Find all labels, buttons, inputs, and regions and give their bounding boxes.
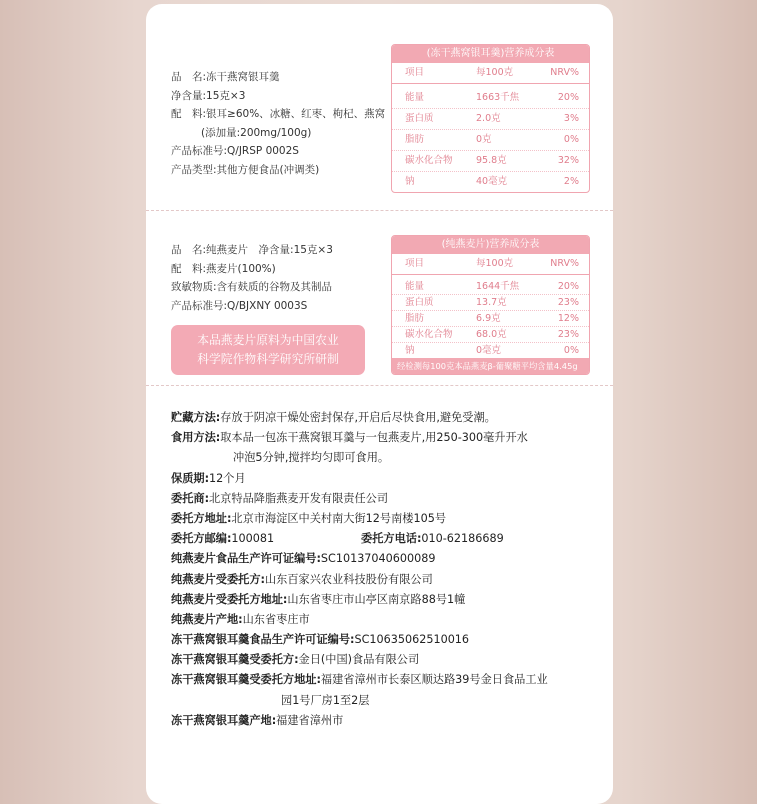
usage-method-cont: 冲泡5分钟,搅拌均匀即可食用。 [233, 451, 390, 465]
nutrient-nrv: 32% [557, 155, 579, 166]
detail-label: 委托方电话: [361, 532, 422, 546]
nutrition-row [392, 130, 589, 151]
detail-value: 山东省枣庄市 [242, 612, 310, 626]
detail-value: SC10137040600089 [320, 552, 436, 566]
nutrient-name: 蛋白质 [405, 113, 434, 124]
col-nrv: NRV% [550, 258, 579, 269]
nutrient-nrv: 0% [563, 345, 579, 356]
product1-name: 品 名:冻干燕窝银耳羹 [171, 71, 280, 83]
nutrient-name: 能量 [405, 281, 425, 292]
nutrition-row [392, 279, 589, 295]
product2-name-netcontent: 品 名:纯燕麦片 净含量:15克×3 [171, 244, 333, 256]
detail-value: 010-62186689 [421, 532, 504, 546]
nutrition-row [392, 295, 589, 311]
nutrition-header-row [392, 254, 589, 275]
detail-value: 福建省漳州市 [276, 713, 344, 727]
detail-value: 取本品一包冻干燕窝银耳羹与一包燕麦片,用250-300毫升开水 [220, 431, 528, 445]
product1-info [171, 68, 385, 180]
nutrient-name: 蛋白质 [405, 297, 434, 308]
details-section [171, 408, 548, 731]
nutrition-table-title: (纯燕麦片)营养成分表 [392, 236, 589, 254]
product1-net-content: 净含量:15克×3 [171, 89, 246, 102]
nutrition-row [392, 88, 589, 109]
detail-value: 山东省枣庄市山亭区南京路88号1幢 [287, 592, 466, 606]
col-item: 项目 [405, 258, 425, 269]
client-address [171, 509, 548, 529]
nutrition-row [392, 327, 589, 343]
nutrition-row [392, 172, 589, 192]
product1-additive-amount: (添加量:200mg/100g) [201, 126, 312, 139]
nutrient-amount: 1663千焦 [476, 92, 520, 103]
detail-label: 贮藏方法: [171, 411, 221, 424]
product2-nutrition-table [391, 235, 590, 375]
product2-ingredients: 配 料:燕麦片(100%) [171, 262, 276, 275]
nutrient-name: 能量 [405, 92, 425, 103]
product1-type: 产品类型:其他方便食品(冲调类) [171, 163, 320, 176]
oat-origin-banner [171, 325, 365, 375]
nutrient-name: 钠 [405, 345, 415, 356]
nutrient-amount: 68.0克 [476, 329, 507, 340]
soup-origin [171, 711, 548, 731]
nutrient-nrv: 0% [563, 134, 579, 145]
nutrient-amount: 95.8克 [476, 155, 507, 166]
product2-allergens: 致敏物质:含有麸质的谷物及其制品 [171, 281, 333, 294]
usage-method [171, 428, 548, 448]
detail-value: 存放于阴凉干燥处密封保存,开启后尽快食用,避免受潮。 [220, 411, 496, 424]
nutrient-amount: 13.7克 [476, 297, 507, 308]
nutrient-name: 碳水化合物 [405, 329, 453, 340]
storage-method [171, 408, 548, 428]
detail-label: 冻干燕窝银耳羹食品生产许可证编号: [171, 633, 355, 647]
nutrition-row [392, 151, 589, 172]
col-item: 项目 [405, 67, 425, 78]
nutrition-header-row [392, 63, 589, 84]
nutrient-amount: 6.9克 [476, 313, 501, 324]
section-divider [146, 385, 613, 386]
client [171, 489, 548, 509]
nutrient-nrv: 12% [557, 313, 579, 324]
nutrient-amount: 0毫克 [476, 345, 502, 356]
detail-label: 纯燕麦片产地: [171, 612, 243, 626]
banner-line: 本品燕麦片原料为中国农业 [197, 333, 339, 347]
nutrient-amount: 2.0克 [476, 113, 501, 124]
product1-ingredients: 配 料:银耳≥60%、冰糖、红枣、枸杞、燕窝 [171, 108, 386, 121]
nutrition-row [392, 343, 589, 358]
detail-label: 委托方地址: [171, 511, 232, 525]
nutrient-amount: 1644千焦 [476, 281, 520, 292]
beta-glucan-footnote: 经检测每100克本品燕麦β-葡聚糖平均含量4.45g [392, 358, 589, 374]
shelf-life [171, 469, 548, 489]
detail-value: 福建省漳州市长泰区顺达路39号金日食品工业 [320, 673, 548, 687]
oat-license [171, 549, 548, 569]
detail-label: 委托方邮编: [171, 532, 232, 546]
nutrition-table-title: (冻干燕窝银耳羹)营养成分表 [392, 45, 589, 63]
soup-manufacturer-address [171, 670, 548, 690]
nutrient-name: 碳水化合物 [405, 155, 453, 166]
soup-manufacturer [171, 650, 548, 670]
detail-label: 纯燕麦片受委托方: [171, 572, 265, 586]
oat-manufacturer [171, 570, 548, 590]
nutrient-name: 脂肪 [405, 134, 425, 145]
detail-value: 北京市海淀区中关村南大街12号南楼105号 [231, 511, 447, 525]
soup-manufacturer-address-cont: 园1号厂房1至2层 [281, 693, 370, 707]
col-per100g: 每100克 [476, 67, 514, 78]
nutrition-row [392, 109, 589, 130]
nutrition-row [392, 311, 589, 327]
nutrient-amount: 0克 [476, 134, 492, 145]
detail-label: 纯燕麦片受委托方地址: [171, 592, 288, 606]
product2-info [171, 241, 333, 315]
detail-value: 山东百家兴农业科技股份有限公司 [264, 572, 433, 586]
detail-value: 100081 [231, 532, 275, 546]
col-per100g: 每100克 [476, 258, 514, 269]
soup-license [171, 630, 548, 650]
nutrient-name: 脂肪 [405, 313, 425, 324]
nutrient-nrv: 23% [557, 329, 579, 340]
detail-label: 保质期: [171, 471, 210, 485]
client-phone [361, 529, 504, 549]
detail-label: 委托商: [171, 491, 210, 505]
detail-label: 冻干燕窝银耳羹受委托方: [171, 653, 299, 667]
nutrient-nrv: 20% [557, 92, 579, 103]
nutrient-nrv: 23% [557, 297, 579, 308]
product1-nutrition-table [391, 44, 590, 193]
section-divider [146, 210, 613, 211]
detail-label: 冻干燕窝银耳羹受委托方地址: [171, 673, 321, 687]
nutrient-nrv: 3% [563, 113, 579, 124]
detail-value: 北京特品降脂燕麦开发有限责任公司 [209, 491, 389, 505]
product2-standard: 产品标准号:Q/BJXNY 0003S [171, 299, 308, 312]
product1-standard: 产品标准号:Q/JRSP 0002S [171, 145, 299, 158]
banner-line: 科学院作物科学研究所研制 [197, 352, 339, 366]
nutrient-nrv: 20% [557, 281, 579, 292]
detail-label: 冻干燕窝银耳羹产地: [171, 713, 277, 727]
detail-value: SC10635062510016 [354, 633, 470, 647]
oat-manufacturer-address [171, 590, 548, 610]
detail-label: 纯燕麦片食品生产许可证编号: [171, 552, 321, 566]
nutrient-name: 钠 [405, 176, 415, 187]
col-nrv: NRV% [550, 67, 579, 78]
detail-value: 12个月 [209, 471, 246, 485]
nutrient-amount: 40毫克 [476, 176, 508, 187]
nutrient-nrv: 2% [563, 176, 579, 187]
detail-label: 食用方法: [171, 431, 221, 445]
client-zip-phone [171, 529, 548, 549]
detail-value: 金日(中国)食品有限公司 [298, 653, 420, 667]
label-card [146, 4, 613, 804]
oat-origin [171, 610, 548, 630]
